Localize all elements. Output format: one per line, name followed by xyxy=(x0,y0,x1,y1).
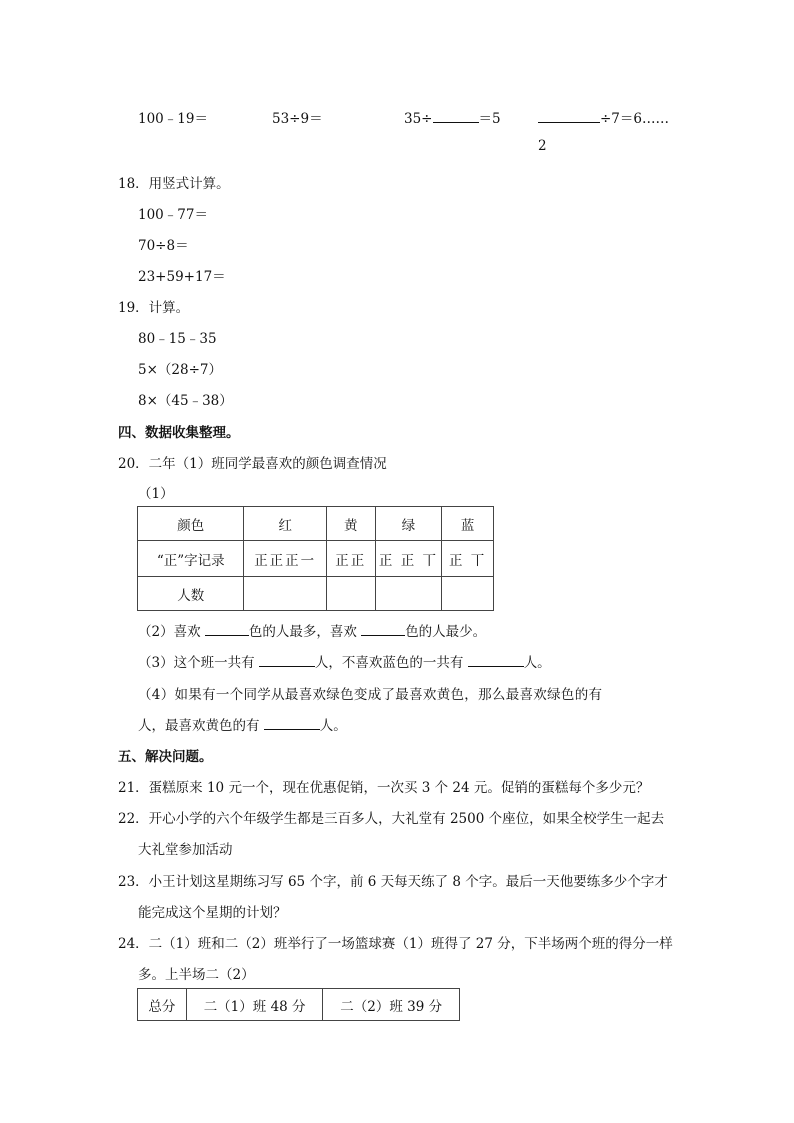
question-18-item: 23+59+17＝ xyxy=(138,269,226,285)
text-segment: 色的人最少。 xyxy=(405,624,487,640)
table-cell: 二（2）班 39 分 xyxy=(323,989,460,1021)
question-24-line-2: 多。上半场二（2） xyxy=(138,967,255,983)
table-header-cell: 黄 xyxy=(326,507,375,541)
calc-item-4-remainder: 2 xyxy=(538,138,547,154)
table-cell: 二（1）班 48 分 xyxy=(186,989,323,1021)
question-18-item: 70÷8＝ xyxy=(138,238,189,254)
text-segment: 人。 xyxy=(319,718,347,734)
text-segment: 人，最喜欢黄色的有 xyxy=(138,718,260,734)
question-19-title: 19．计算。 xyxy=(118,300,190,316)
count-input-cell[interactable] xyxy=(244,577,326,611)
question-24-line-1: 24．二（1）班和二（2）班举行了一场篮球赛（1）班得了 27 分，下半场两个班的得分一样 xyxy=(118,936,673,952)
count-row-label: 人数 xyxy=(138,577,244,611)
calc-item-3-prefix: 35÷ xyxy=(404,111,433,127)
table-header-cell: 红 xyxy=(244,507,326,541)
question-19-item: 80﹣15﹣35 xyxy=(138,331,217,347)
question-18-item: 100﹣77＝ xyxy=(138,207,208,223)
table-row xyxy=(138,541,494,577)
calc-item-4 xyxy=(538,107,669,127)
tally-cell: 正正 xyxy=(326,541,375,577)
question-20-part-4-line-2 xyxy=(138,714,347,734)
question-20-title: 20．二年（1）班同学最喜欢的颜色调查情况 xyxy=(118,456,387,472)
question-22-line-2: 大礼堂参加活动 xyxy=(138,842,233,858)
answer-blank[interactable] xyxy=(361,622,405,636)
table-header-cell: 颜色 xyxy=(138,507,244,541)
calc-item-2: 53÷9＝ xyxy=(272,111,323,127)
table-row xyxy=(138,577,494,611)
question-22-line-1: 22．开心小学的六个年级学生都是三百多人，大礼堂有 2500 个座位，如果全校学生一起去 xyxy=(118,811,665,827)
question-21: 21．蛋糕原来 10 元一个，现在优惠促销，一次买 3 个 24 元。促销的蛋糕每个多少元？ xyxy=(118,780,650,796)
calc-item-4-suffix: ÷7＝6…… xyxy=(600,111,669,127)
question-20-part-4-line-1: （4）如果有一个同学从最喜欢绿色变成了最喜欢黄色，那么最喜欢绿色的有 xyxy=(138,687,603,703)
section-5-heading: 五、解决问题。 xyxy=(118,749,213,765)
tally-cell: 正正正一 xyxy=(244,541,326,577)
score-table xyxy=(137,988,460,1021)
tally-cell: 正 丅 xyxy=(442,541,494,577)
answer-blank[interactable] xyxy=(468,653,524,667)
question-23-line-2: 能完成这个星期的计划？ xyxy=(138,905,287,921)
text-segment: 人，不喜欢蓝色的一共有 xyxy=(314,655,464,671)
calc-item-1: 100﹣19＝ xyxy=(138,111,208,127)
table-row xyxy=(138,507,494,541)
question-20-part-2 xyxy=(138,620,486,640)
table-row xyxy=(138,989,460,1021)
calc-item-3-suffix: ＝5 xyxy=(478,111,501,127)
question-23-line-1: 23．小王计划这星期练习写 65 个字，前 6 天每天练了 8 个字。最后一天他要练多少个字才 xyxy=(118,874,668,890)
question-20-part-1-label: （1） xyxy=(138,486,174,502)
question-19-item: 8×（45﹣38） xyxy=(138,393,233,409)
table-header-cell: 绿 xyxy=(375,507,442,541)
answer-blank[interactable] xyxy=(259,653,315,667)
count-input-cell[interactable] xyxy=(375,577,442,611)
table-header-cell: 蓝 xyxy=(442,507,494,541)
calc-item-3 xyxy=(404,107,501,127)
text-segment: （2）喜欢 xyxy=(138,624,201,640)
question-20-part-3 xyxy=(138,651,551,671)
color-survey-table xyxy=(137,506,494,611)
tally-row-label: “正”字记录 xyxy=(138,541,244,577)
text-segment: （3）这个班一共有 xyxy=(138,655,255,671)
count-input-cell[interactable] xyxy=(326,577,375,611)
question-19-item: 5×（28÷7） xyxy=(138,362,222,378)
answer-blank[interactable] xyxy=(205,622,249,636)
table-cell: 总分 xyxy=(138,989,187,1021)
count-input-cell[interactable] xyxy=(442,577,494,611)
answer-blank[interactable] xyxy=(264,716,320,730)
answer-blank[interactable] xyxy=(433,109,479,123)
answer-blank[interactable] xyxy=(538,109,600,123)
tally-cell: 正 正 丅 xyxy=(375,541,442,577)
section-4-heading: 四、数据收集整理。 xyxy=(118,425,240,441)
question-18-title: 18．用竖式计算。 xyxy=(118,176,230,192)
text-segment: 人。 xyxy=(523,655,551,671)
text-segment: 色的人最多，喜欢 xyxy=(248,624,357,640)
